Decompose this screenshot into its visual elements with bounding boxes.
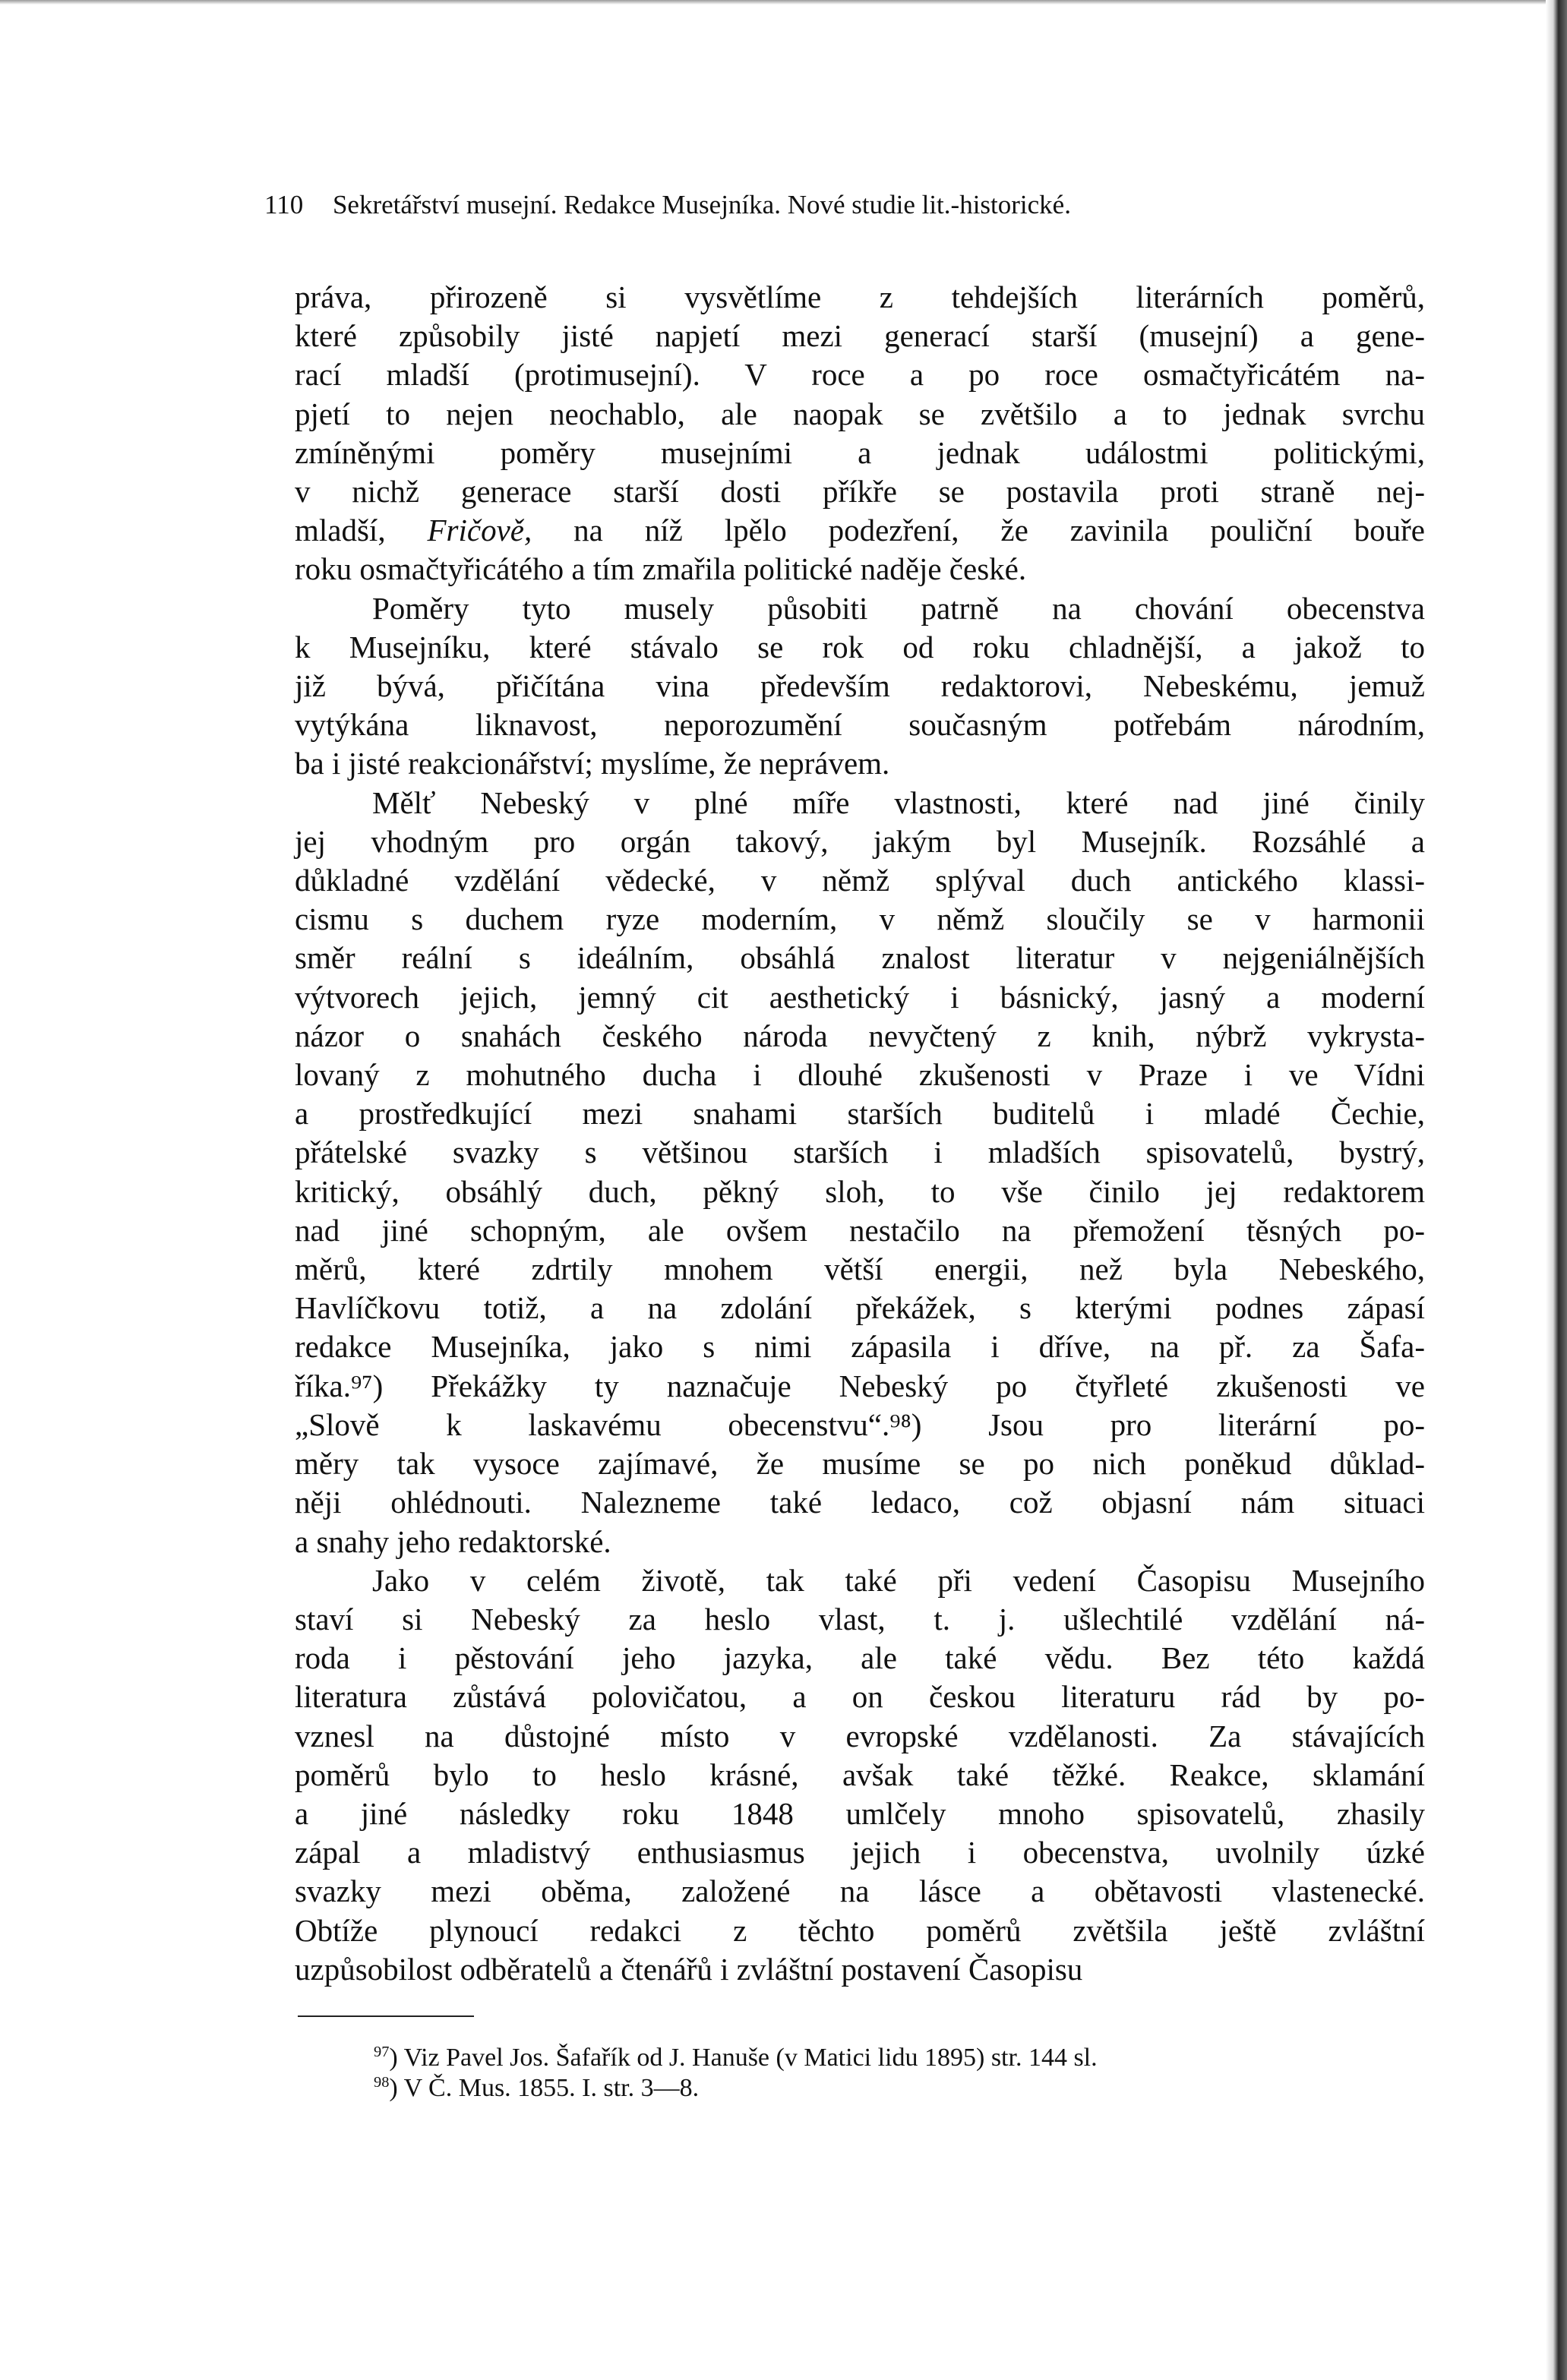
italic-name: Fričově, [427,513,532,548]
footnote-rule [298,2015,474,2017]
text-line: literatura zůstává polovičatou, a on českou literaturu rád by po- [295,1679,1425,1715]
text-line: roku osmačtyřicátého a tím zmařila politické naděje české. [295,551,1027,587]
text-line: svazky mezi oběma, založené na lásce a obětavosti vlastenecké. [295,1873,1425,1909]
text-line: důkladné vzdělání vědecké, v němž splýval duch antického klassi- [295,863,1425,898]
footnote-text: ) V Č. Mus. 1855. I. str. 3—8. [389,2074,700,2102]
text-line: rací mladší (protimusejní). V roce a po roce osmačtyřicátém na- [295,357,1425,393]
text-line: Obtíže plynoucí redakci z těchto poměrů zvětšila ještě zvláštní [295,1912,1425,1948]
text-line: poměrů bylo to heslo krásné, avšak také těžké. Reakce, sklamání [295,1757,1425,1792]
text-line: vytýkána liknavost, neporozumění současným potřebám národním, [295,707,1425,743]
scan-edge-right [1546,0,1567,2380]
text-line: Mělť Nebeský v plné míře vlastnosti, které nad jiné činily [372,784,1425,820]
body-text [295,278,1425,1989]
text-line: a snahy jeho redaktorské. [295,1523,611,1559]
text-line: směr reální s ideálním, obsáhlá znalost literatur v nejgeniálnějších [295,940,1425,976]
text-line: přátelské svazky s většinou starších i mladších spisovatelů, bystrý, [295,1135,1425,1170]
text-line: zmíněnými poměry musejními a jednak událostmi politickými, [295,434,1425,470]
text-line: vznesl na důstojné místo v evropské vzdělanosti. Za stávajících [295,1718,1425,1753]
text-line: ba i jisté reakcionářství; myslíme, že neprávem. [295,746,890,781]
text-line: v nichž generace starší dosti příkře se postavila proti straně nej- [295,474,1425,510]
text-line: uzpůsobilost odběratelů a čtenářů i zvláštní postavení Časopisu [295,1951,1083,1987]
text-line: názor o snahách českého národa nevyčtený z knih, nýbrž vykrysta- [295,1018,1425,1053]
page-number: 110 [264,190,304,219]
text-line: pjetí to nejen neochablo, ale naopak se zvětšilo a to jednak svrchu [295,396,1425,431]
text-line: Poměry tyto musely působiti patrně na chování obecenstva [372,590,1425,626]
text-line: redakce Musejníka, jako s nimi zápasila i dříve, na př. za Šafa- [295,1329,1425,1365]
text-line: říka.⁹⁷) Překážky ty naznačuje Nebeský po čtyřleté zkušenosti ve [295,1368,1425,1403]
running-head [264,187,1434,223]
footnote-mark: 97 [374,2043,390,2060]
footnote [374,2073,1430,2104]
text-line: kritický, obsáhlý duch, pěkný sloh, to vše činilo jej redaktorem [295,1173,1425,1209]
text-line: které způsobily jisté napjetí mezi generací starší (musejní) a gene- [295,318,1425,354]
footnote-mark: 98 [374,2073,390,2091]
text-line: mladší, Fričově, na níž lpělo podezření, že zavinila pouliční bouře [295,513,1425,548]
text-line: nad jiné schopným, ale ovšem nestačilo na přemožení těsných po- [295,1212,1425,1248]
text-line: zápal a mladistvý enthusiasmus jejich i obecenstva, uvolnily úzké [295,1835,1425,1870]
text-line: k Musejníku, které stávalo se rok od roku chladnější, a jakož to [295,629,1425,664]
text-line: a prostředkující mezi snahami starších buditelů i mladé Čechie, [295,1096,1425,1132]
text-line: cismu s duchem ryze moderním, v němž sloučily se v harmonii [295,901,1425,937]
text-line: a jiné následky roku 1848 umlčely mnoho spisovatelů, zhasily [295,1795,1425,1831]
text-line: roda i pěstování jeho jazyka, ale také vědu. Bez této každá [295,1640,1425,1676]
text-line: Jako v celém životě, tak také při vedení Časopisu Musejního [372,1562,1425,1598]
text-line: měry tak vysoce zajímavé, že musíme se po nich poněkud důklad- [295,1446,1425,1482]
text-line: výtvorech jejich, jemný cit aesthetický i básnický, jasný a moderní [295,979,1425,1015]
text-line: měrů, které zdrtily mnohem větší energii, než byla Nebeského, [295,1252,1425,1287]
footnote [374,2043,1430,2073]
footnotes [374,2043,1430,2104]
text-line: lovaný z mohutného ducha i dlouhé zkušenosti v Praze i ve Vídni [295,1057,1425,1093]
text-line: něji ohlédnouti. Nalezneme také ledaco, což objasní nám situaci [295,1485,1425,1520]
footnote-text: ) Viz Pavel Jos. Šafařík od J. Hanuše (v Matici lidu 1895) str. 144 sl. [389,2044,1098,2072]
text-line: práva, přirozeně si vysvětlíme z tehdejších literárních poměrů, [295,279,1425,314]
text-line: již bývá, přičítána vina především redaktorovi, Nebeskému, jemuž [295,668,1425,704]
text-line: Havlíčkovu totiž, a na zdolání překážek, s kterými podnes zápasí [295,1290,1425,1326]
running-head-title: Sekretářství musejní. Redakce Musejníka. Nové studie lit.-historické. [332,190,1071,219]
text-line: jej vhodným pro orgán takový, jakým byl Musejník. Rozsáhlé a [295,823,1425,859]
text-line: „Slově k laskavému obecenstvu“.⁹⁸) Jsou pro literární po- [295,1406,1425,1442]
scan-edge-top [0,0,1567,5]
text-line: staví si Nebeský za heslo vlast, t. j. ušlechtilé vzdělání ná- [295,1601,1425,1637]
